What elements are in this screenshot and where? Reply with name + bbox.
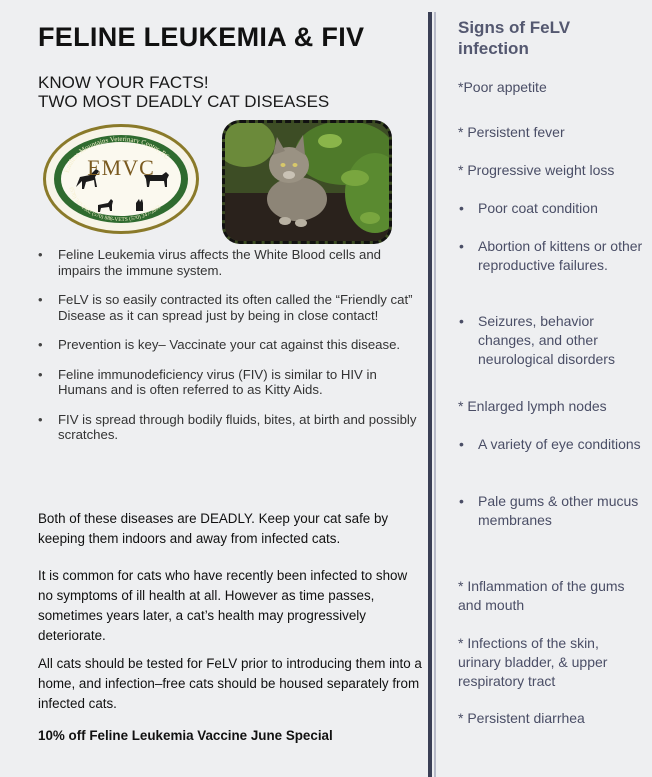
dog-icon [98, 199, 113, 212]
paragraph-deadly: Both of these diseases are DEADLY. Keep your cat safe by keeping them indoors and away from infected cats. [38, 511, 389, 546]
cat-photo-image [225, 123, 389, 241]
sign-item: • A variety of eye conditions [458, 435, 643, 454]
cat-icon [136, 199, 143, 211]
logo-ring-text: Endless Mountains Veterinary Center, PC [62, 134, 171, 174]
subtitle-line-1: KNOW YOUR FACTS! [38, 73, 209, 92]
cat-photo [222, 120, 392, 244]
sign-item: • Abortion of kittens or other reproductive failures. [458, 237, 643, 275]
sign-item: • Poor coat condition [458, 199, 643, 218]
paragraph-testing: All cats should be tested for FeLV prior to introducing them into a home, and infection–free cats should be housed separately from infected cats. [38, 656, 422, 711]
column-divider [428, 12, 432, 777]
list-item: • Prevention is key– Vaccinate your cat against this disease. [38, 337, 418, 353]
subtitle-line-2: TWO MOST DEADLY CAT DISEASES [38, 92, 330, 111]
signs-title: Signs of FeLV infection [458, 18, 571, 58]
sign-item: * Persistent diarrhea [458, 710, 585, 726]
sign-item: * Progressive weight loss [458, 162, 615, 178]
special-offer: 10% off Feline Leukemia Vaccine June Special [38, 728, 333, 743]
sign-item: * Enlarged lymph nodes [458, 398, 607, 414]
list-item: • FIV is spread through bodily fluids, bites, at birth and possibly scratches. [38, 412, 418, 443]
list-item: • Feline immunodeficiency virus (FIV) is similar to HIV in Humans and is often referred to as Kitty Aids. [38, 367, 418, 398]
clinic-logo [43, 124, 199, 234]
sign-item: * Persistent fever [458, 124, 565, 140]
sign-item: • Seizures, behavior changes, and other neurological disorders [458, 312, 643, 369]
logo-phones-text: (570) 347-2962 (570) 888-VETS (570) 247-2863 [68, 187, 163, 224]
facts-list [38, 247, 418, 457]
list-item: • Feline Leukemia virus affects the White Blood cells and impairs the immune system. [38, 247, 418, 278]
signs-column [440, 0, 652, 777]
svg-text:(570) 347-2962 (570) 888-VETS [68, 187, 162, 223]
logo-letters: EMVC [87, 155, 155, 180]
paragraph-symptoms: It is common for cats who have recently been infected to show no symptoms of ill health at all. However as time passes, sometimes years later, a cat’s health may progressively deteriorate. [38, 568, 408, 643]
sign-item: • Pale gums & other mucus membranes [458, 492, 643, 530]
column-divider-light [434, 12, 436, 777]
sign-item: *Poor appetite [458, 79, 547, 95]
subtitle [38, 73, 329, 111]
sign-item: * Inflammation of the gums and mouth [458, 578, 625, 613]
sign-item: * Infections of the skin, urinary bladder, & upper respiratory tract [458, 635, 608, 689]
page-title: FELINE LEUKEMIA & FIV [38, 22, 365, 52]
list-item: • FeLV is so easily contracted its often called the “Friendly cat” Disease as it can spread just by being in close contact! [38, 292, 418, 323]
